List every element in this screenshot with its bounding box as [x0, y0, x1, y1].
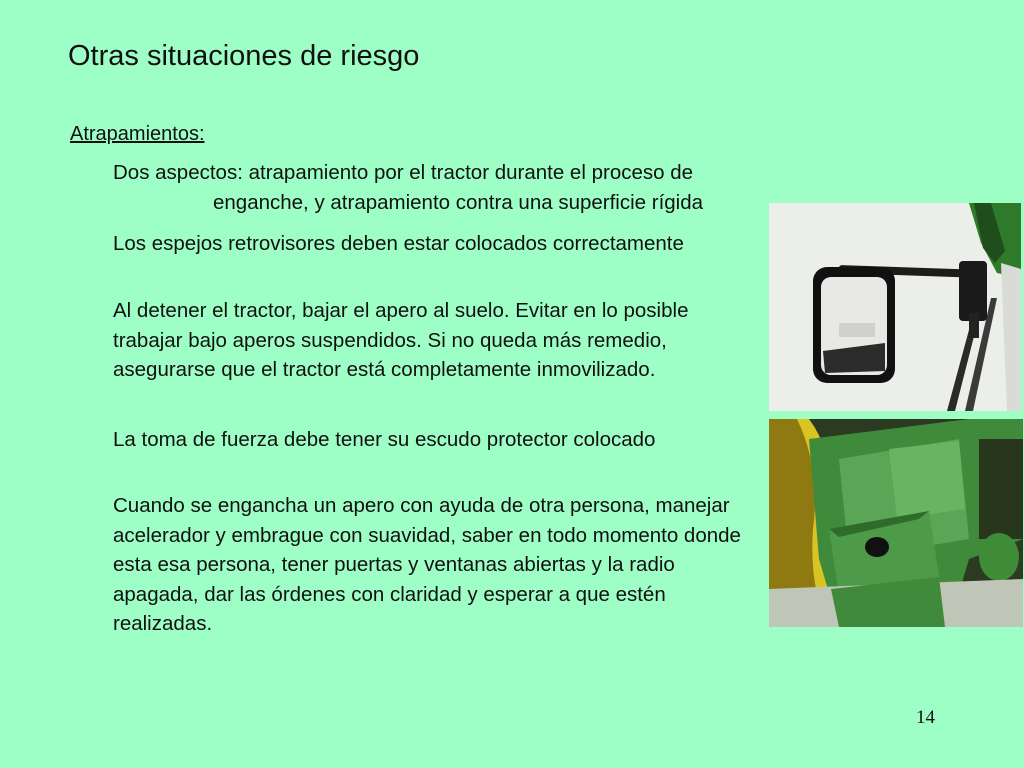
bullet-paragraph-5: Cuando se engancha un apero con ayuda de otra persona, manejar acelerador y embrague con suavidad, saber en todo momento donde esta esa persona, tener puertas y ventanas abiertas y la radio apagada, dar las órdenes con claridad y esperar a que estén realizadas. — [113, 494, 741, 636]
bullet-1-line-1: Dos aspectos: atrapamiento por el tractor durante el proceso de — [113, 161, 694, 184]
pto-shield-photo — [769, 419, 1023, 627]
bullet-paragraph-1 — [113, 158, 853, 217]
bullet-1-line-2: enganche, y atrapamiento contra una superficie rígida — [213, 190, 704, 214]
bullet-paragraph-4: La toma de fuerza debe tener su escudo protector colocado — [113, 428, 656, 451]
bullet-paragraph-2: Los espejos retrovisores deben estar colocados correctamente — [113, 232, 684, 255]
bullet-paragraph-3: Al detener el tractor, bajar el apero al suelo. Evitar en lo posible trabajar bajo aperos suspendidos. Si no queda más remedio, asegurarse que el tractor está completamente inmovilizado. — [113, 299, 689, 382]
slide-title: Otras situaciones de riesgo — [68, 40, 420, 72]
mirror-photo — [769, 203, 1021, 411]
page-number: 14 — [916, 707, 935, 728]
section-subheading: Atrapamientos: — [70, 123, 205, 145]
